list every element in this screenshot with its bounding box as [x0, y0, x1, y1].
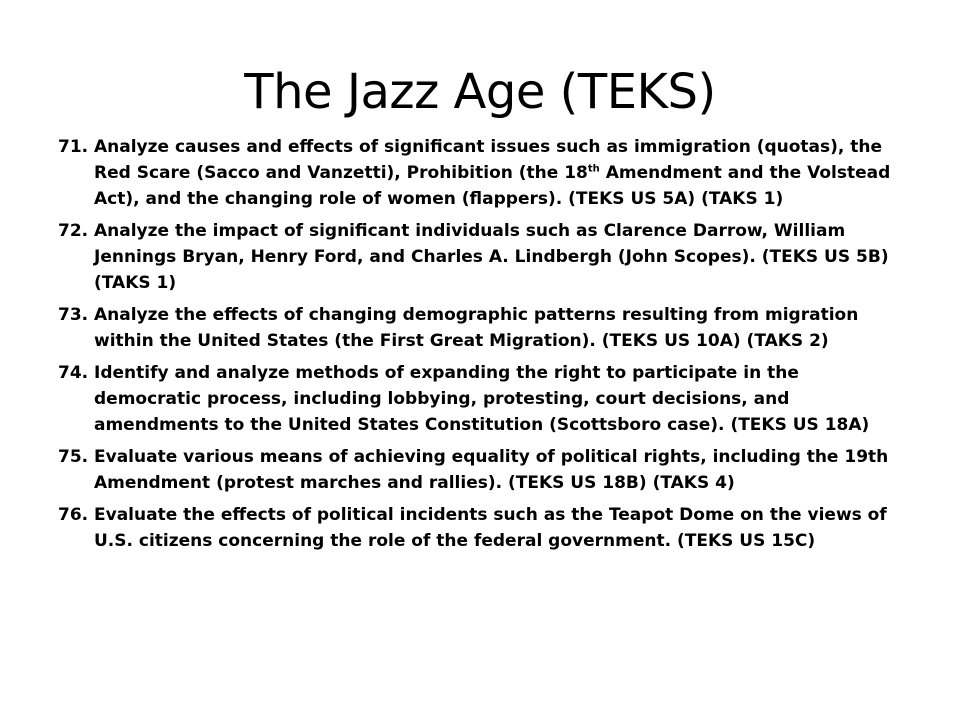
item-number: 71.	[58, 137, 89, 157]
item-text-part: Analyze causes and effects of significant issues such as immigration (quotas), the Red Scare (Sacco and Vanzetti), Prohibition (the 18	[94, 137, 883, 183]
item-number: 75.	[58, 447, 89, 467]
ordinal-suffix: th	[587, 163, 600, 175]
list-item	[58, 502, 908, 554]
list-item	[58, 444, 908, 496]
objectives-list	[58, 134, 908, 560]
item-number: 73.	[58, 305, 89, 325]
item-text: Identify and analyze methods of expanding the right to participate in the democratic process, including lobbying, protesting, court decisions, and amendments to the United States Constitution (Scottsboro case). (TEKS US 18A)	[94, 363, 870, 435]
item-number: 74.	[58, 363, 89, 383]
list-item	[58, 218, 908, 296]
item-text	[94, 134, 908, 212]
list-item	[58, 360, 908, 438]
slide-title: The Jazz Age (TEKS)	[244, 64, 716, 120]
item-text: Analyze the impact of significant individuals such as Clarence Darrow, William Jennings Bryan, Henry Ford, and Charles A. Lindbergh (John Scopes). (TEKS US 5B) (TAKS 1)	[94, 221, 889, 293]
item-text: Evaluate the effects of political incidents such as the Teapot Dome on the views of U.S. citizens concerning the role of the federal government. (TEKS US 15C)	[94, 505, 887, 551]
item-number: 76.	[58, 505, 89, 525]
item-text: Evaluate various means of achieving equality of political rights, including the 19th Amendment (protest marches and rallies). (TEKS US 18B) (TAKS 4)	[94, 447, 889, 493]
list-item	[58, 134, 908, 212]
list-item	[58, 302, 908, 354]
item-text-part: Amendment and the Volstead Act), and the changing role of women (flappers). (TEKS US 5A) (TAKS 1)	[94, 163, 891, 209]
item-number: 72.	[58, 221, 89, 241]
item-text: Analyze the effects of changing demographic patterns resulting from migration within the United States (the First Great Migration). (TEKS US 10A) (TAKS 2)	[94, 305, 859, 351]
